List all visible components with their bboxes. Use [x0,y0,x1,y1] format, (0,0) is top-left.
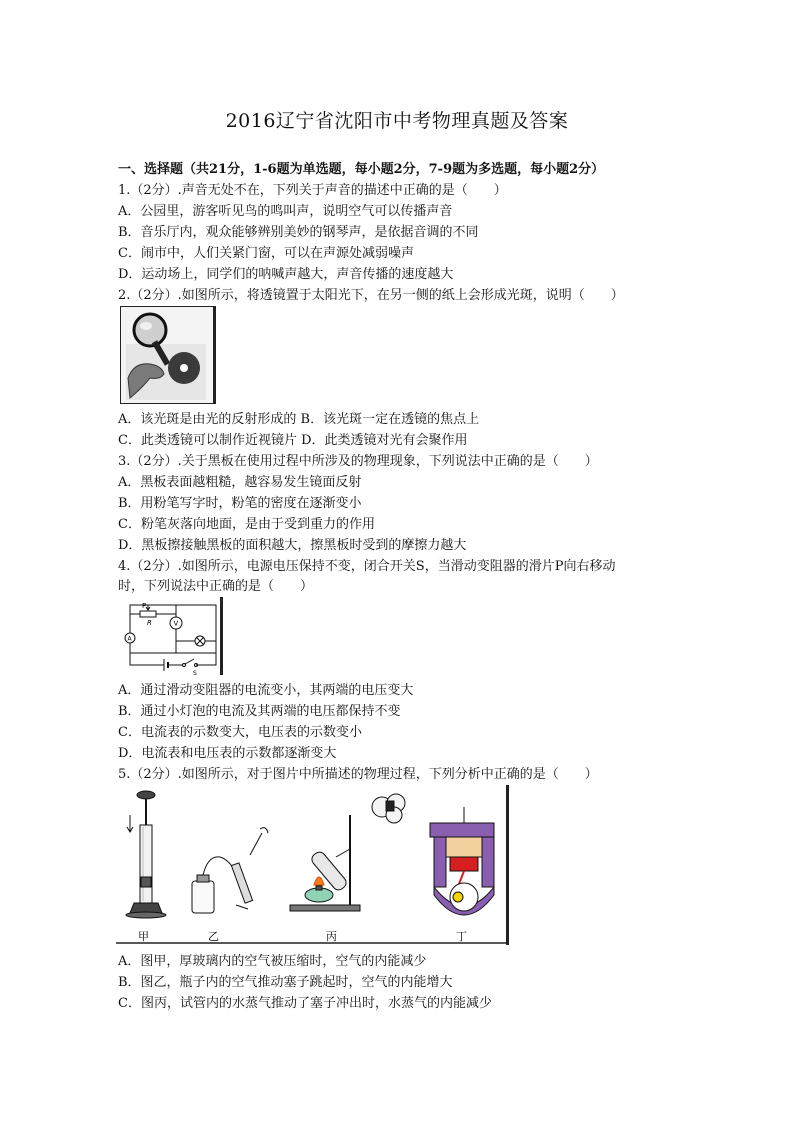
q5-option-c: C．图丙，试管内的水蒸气推动了塞子冲出时，水蒸气的内能减少 [118,996,492,1011]
q4-stem-line1: 4.（2分）.如图所示，电源电压保持不变，闭合开关S，当滑动变阻器的滑片P向右移动 [118,559,616,574]
q4-option-a: A．通过滑动变阻器的电流变小，其两端的电压变大 [118,683,414,698]
q3-option-b: B．用粉笔写字时，粉笔的密度在逐渐变小 [118,496,362,511]
q3-option-c: C．粉笔灰落向地面，是由于受到重力的作用 [118,517,375,532]
fig-label-ding: 丁 [456,930,467,943]
energy-processes-figure [116,785,510,947]
q3-option-a: A．黑板表面越粗糙，越容易发生镜面反射 [118,475,362,490]
document-title: 2016辽宁省沈阳市中考物理真题及答案 [225,110,569,132]
circuit-diagram [120,597,224,675]
fig-label-jia: 甲 [138,930,149,943]
q4-option-b: B．通过小灯泡的电流及其两端的电压都保持不变 [118,704,401,719]
q2-options-cd: C．此类透镜可以制作近视镜片 D．此类透镜对光有会聚作用 [118,433,468,448]
bottle-pump-apparatus [192,828,268,913]
ammeter-label: A [127,635,132,643]
switch-label: S [193,670,197,675]
q3-stem: 3.（2分）.关于黑板在使用过程中所涉及的物理现象，下列说法中正确的是（ ） [118,454,598,469]
q4-option-d: D．电流表和电压表的示数都逐渐变大 [118,746,337,761]
q1-option-b: B．音乐厅内，观众能够辨别美妙的钢琴声，是依据音调的不同 [118,225,479,240]
test-tube-apparatus [290,794,405,911]
rheostat-slider-label: P [142,602,147,610]
q5-option-a: A．图甲，厚玻璃内的空气被压缩时，空气的内能减少 [118,954,427,969]
lens-sunlight-photo [120,306,216,404]
q5-stem: 5.（2分）.如图所示，对于图片中所描述的物理过程，下列分析中正确的是（ ） [118,767,598,782]
compression-apparatus [126,791,166,918]
rheostat-label: R [147,619,152,627]
q1-option-a: A．公园里，游客听见鸟的鸣叫声，说明空气可以传播声音 [118,204,453,219]
fig-label-yi: 乙 [208,930,219,943]
q4-option-c: C．电流表的示数变大，电压表的示数变小 [118,725,362,740]
q1-stem: 1.（2分）.声音无处不在，下列关于声音的描述中正确的是（ ） [118,183,507,198]
fig-label-bing: 丙 [326,930,337,943]
q2-options-ab: A．该光斑是由光的反射形成的 B．该光斑一定在透镜的焦点上 [118,412,480,427]
q4-stem-line2: 时，下列说法中正确的是（ ） [118,579,314,594]
voltmeter-label: V [173,619,179,628]
section-heading: 一、选择题（共21分，1-6题为单选题，每小题2分，7-9题为多选题，每小题2分） [118,162,605,177]
q1-option-d: D．运动场上，同学们的呐喊声越大，声音传播的速度越大 [118,267,454,282]
q1-option-c: C．闹市中，人们关紧门窗，可以在声源处减弱噪声 [118,246,414,261]
engine-cylinder [430,807,494,915]
q5-option-b: B．图乙，瓶子内的空气推动塞子跳起时，空气的内能增大 [118,975,453,990]
q2-stem: 2.（2分）.如图所示，将透镜置于太阳光下，在另一侧的纸上会形成光斑，说明（ ） [118,288,624,303]
q3-option-d: D．黑板擦接触黑板的面积越大，擦黑板时受到的摩擦力越大 [118,538,467,553]
